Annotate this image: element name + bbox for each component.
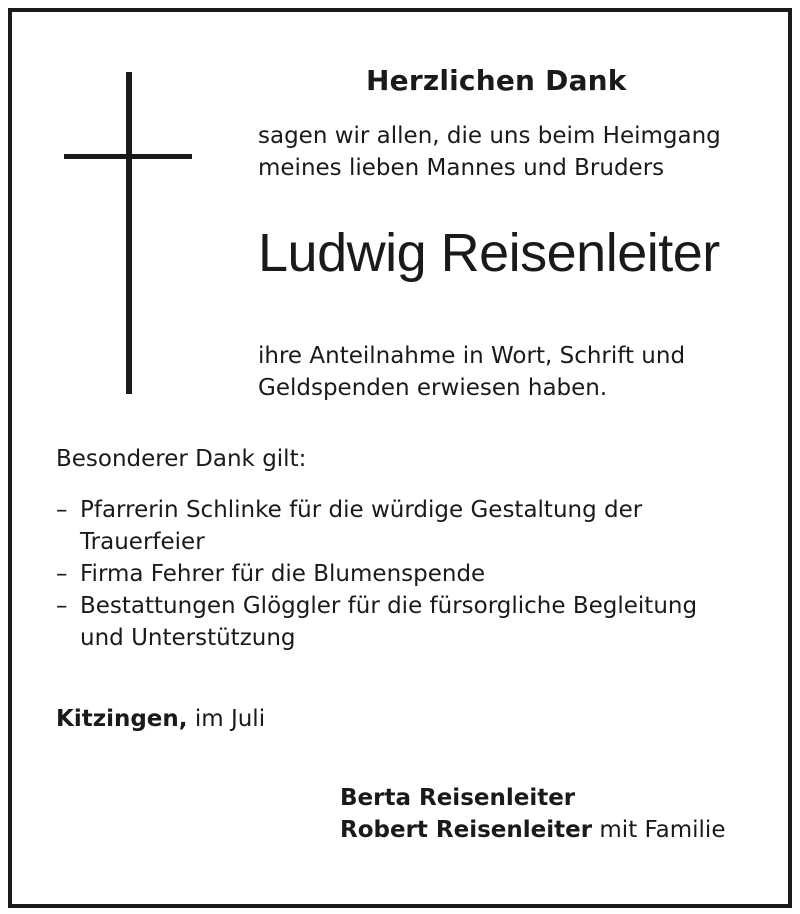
cross-vertical-bar [126, 72, 132, 394]
signers [340, 782, 725, 846]
place-and-date [56, 706, 265, 732]
condolence-text [258, 340, 685, 404]
list-item-line: Trauerfeier [80, 529, 205, 555]
list-item [56, 494, 697, 558]
intro-line: sagen wir allen, die uns beim Heimgang [258, 123, 721, 149]
signer-name: Robert Reisenleiter [340, 817, 593, 843]
dash-bullet: – [56, 561, 68, 587]
place: Kitzingen, [56, 706, 188, 732]
intro-line: meines lieben Mannes und Bruders [258, 155, 665, 181]
condolence-line: ihre Anteilnahme in Wort, Schrift und [258, 343, 686, 369]
condolence-line: Geldspenden erwiesen haben. [258, 375, 608, 401]
dash-bullet: – [56, 497, 68, 523]
special-thanks-heading: Besonderer Dank gilt: [56, 446, 307, 472]
special-thanks-list [56, 494, 697, 654]
date-text: im Juli [194, 706, 266, 732]
list-item-line: Firma Fehrer für die Blumenspende [80, 561, 486, 587]
signer-name: Berta Reisenleiter [340, 785, 576, 811]
signer [340, 814, 725, 846]
signer [340, 782, 725, 814]
list-item-line: und Unterstützung [80, 625, 296, 651]
notice-title: Herzlichen Dank [366, 64, 627, 97]
signer-suffix: mit Familie [599, 817, 726, 843]
list-item [56, 558, 697, 590]
list-item-line: Bestattungen Glöggler für die fürsorgliche Begleitung [80, 593, 698, 619]
list-item [56, 590, 697, 654]
list-item-line: Pfarrerin Schlinke für die würdige Gestaltung der [80, 497, 643, 523]
cross-horizontal-bar [64, 154, 192, 159]
dash-bullet: – [56, 593, 68, 619]
deceased-name: Ludwig Reisenleiter [258, 223, 720, 283]
intro-text [258, 120, 721, 184]
